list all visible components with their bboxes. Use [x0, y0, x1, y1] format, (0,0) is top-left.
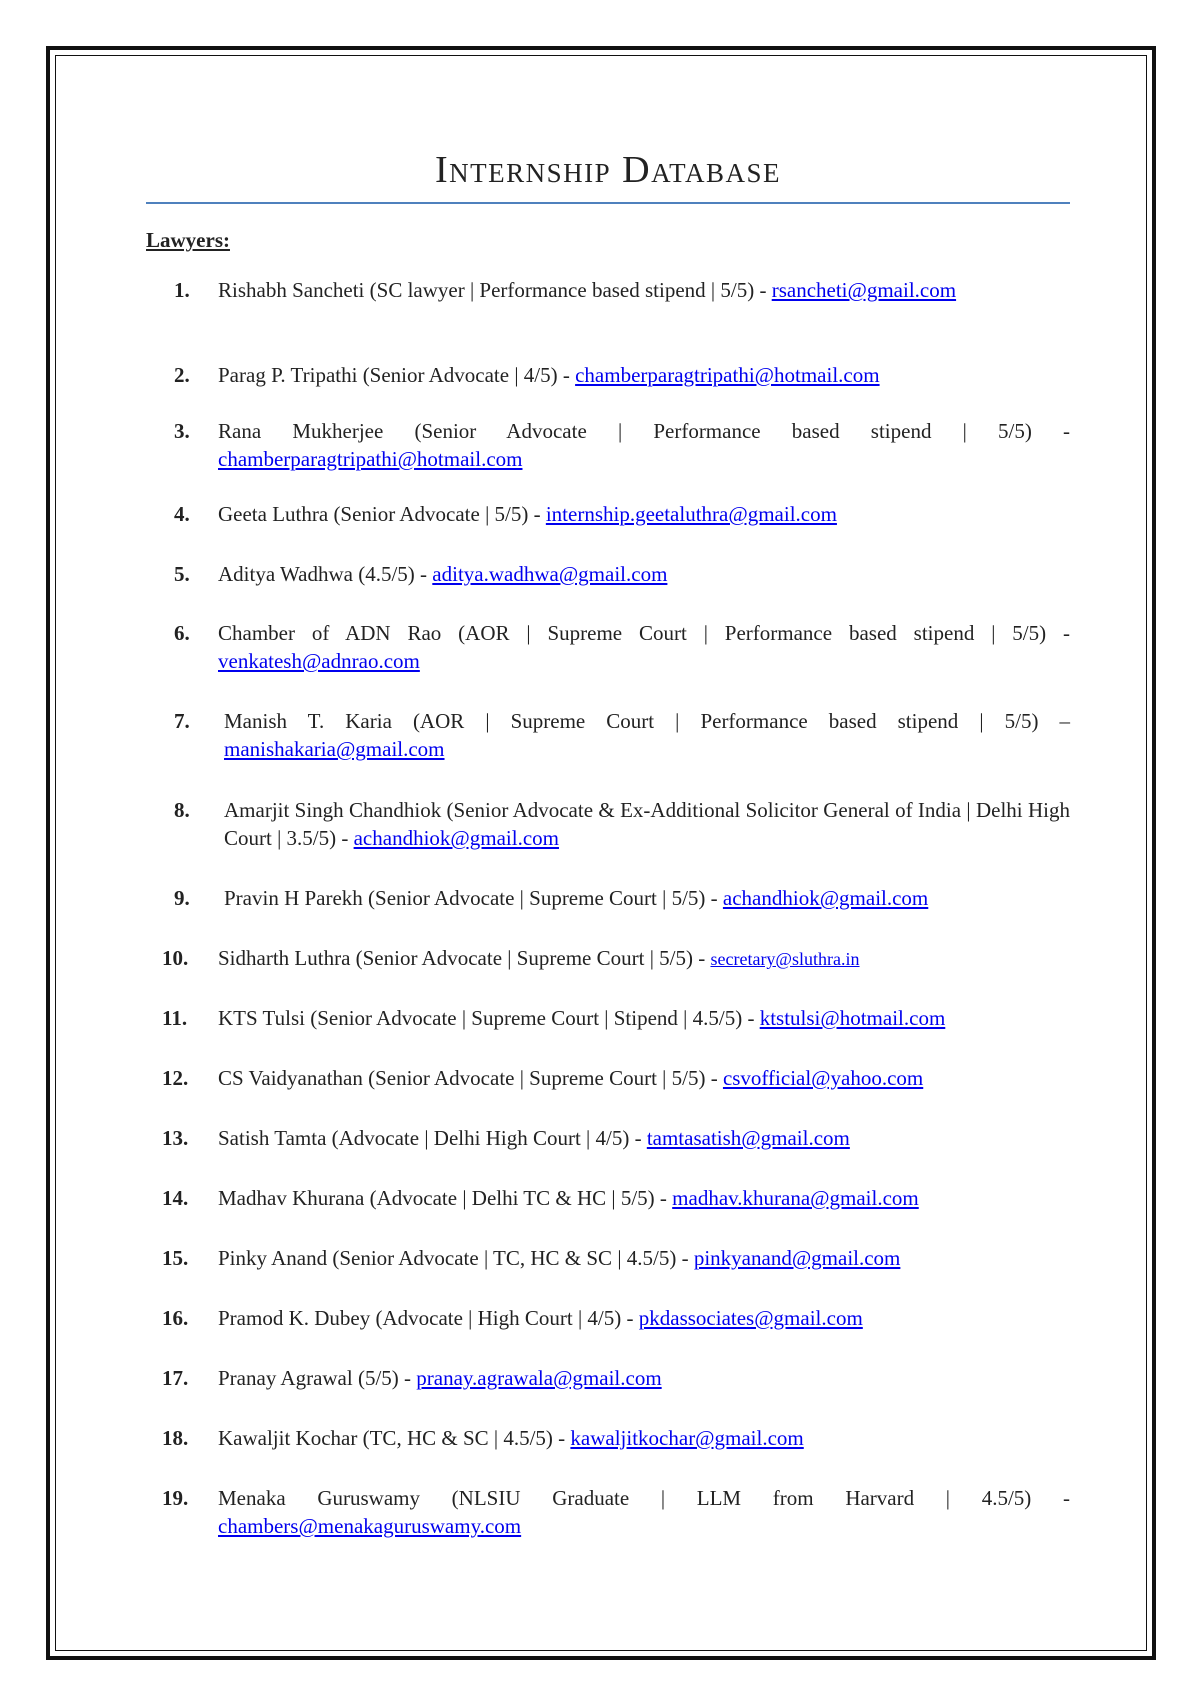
- item-text: Satish Tamta (Advocate | Delhi High Court | 4/5) -: [218, 1126, 647, 1150]
- item-number: 16.: [162, 1306, 189, 1330]
- item-text: KTS Tulsi (Senior Advocate | Supreme Court | Stipend | 4.5/5) -: [218, 1006, 760, 1030]
- email-link[interactable]: aditya.wadhwa@gmail.com: [432, 562, 668, 586]
- list-item: [146, 1244, 1070, 1272]
- item-number: 11.: [162, 1006, 188, 1030]
- email-link[interactable]: pranay.agrawala@gmail.com: [416, 1366, 662, 1390]
- item-number: 7.: [174, 709, 190, 733]
- email-link[interactable]: kawaljitkochar@gmail.com: [570, 1426, 804, 1450]
- item-number: 17.: [162, 1366, 189, 1390]
- list-item: [146, 1004, 1070, 1032]
- item-text: CS Vaidyanathan (Senior Advocate | Supreme Court | 5/5) -: [218, 1066, 723, 1090]
- email-link[interactable]: manishakaria@gmail.com: [224, 737, 445, 761]
- list-item: [146, 361, 1070, 389]
- item-number: 10.: [162, 946, 189, 970]
- item-text: Manish T. Karia (AOR | Supreme Court | Performance based stipend | 5/5) –: [224, 709, 1070, 733]
- item-text: Aditya Wadhwa (4.5/5) -: [218, 562, 433, 586]
- item-text: Sidharth Luthra (Senior Advocate | Supreme Court | 5/5) -: [218, 946, 711, 970]
- list-item: [146, 1364, 1070, 1392]
- page-title: Internship Database: [435, 149, 781, 191]
- email-link[interactable]: csvofficial@yahoo.com: [722, 1066, 924, 1090]
- item-number: 19.: [162, 1486, 189, 1510]
- item-number: 9.: [174, 886, 190, 910]
- item-text: Rishabh Sancheti (SC lawyer | Performance based stipend | 5/5) -: [218, 278, 772, 302]
- email-link[interactable]: venkatesh@adnrao.com: [218, 649, 420, 673]
- item-number: 1.: [174, 278, 190, 302]
- item-text: Rana Mukherjee (Senior Advocate | Performance based stipend | 5/5) -: [218, 419, 1070, 443]
- item-text: Kawaljit Kochar (TC, HC & SC | 4.5/5) -: [218, 1426, 571, 1450]
- email-link[interactable]: tamtasatish@gmail.com: [646, 1126, 850, 1150]
- list-item: [146, 417, 1070, 473]
- item-number: 15.: [162, 1246, 189, 1270]
- item-number: 2.: [174, 363, 190, 387]
- email-link[interactable]: rsancheti@gmail.com: [771, 278, 957, 302]
- list-item: [146, 619, 1070, 675]
- email-link[interactable]: achandhiok@gmail.com: [722, 886, 929, 910]
- email-link[interactable]: chambers@menakaguruswamy.com: [218, 1514, 522, 1538]
- list-item: [146, 884, 1070, 912]
- item-number: 8.: [174, 798, 190, 822]
- section-heading: Lawyers:: [146, 228, 230, 252]
- item-number: 14.: [162, 1186, 189, 1210]
- item-number: 6.: [174, 621, 190, 645]
- list-item: [146, 1064, 1070, 1092]
- email-link[interactable]: chamberparagtripathi@hotmail.com: [575, 363, 880, 387]
- list-item: [146, 1184, 1070, 1212]
- item-number: 12.: [162, 1066, 189, 1090]
- title-underline: [146, 202, 1070, 204]
- item-text: Menaka Guruswamy (NLSIU Graduate | LLM from Harvard | 4.5/5) -: [218, 1486, 1070, 1510]
- email-link[interactable]: pinkyanand@gmail.com: [693, 1246, 901, 1270]
- item-text: Parag P. Tripathi (Senior Advocate | 4/5) -: [218, 363, 576, 387]
- email-link[interactable]: ktstulsi@hotmail.com: [759, 1006, 946, 1030]
- item-text: Pinky Anand (Senior Advocate | TC, HC & SC | 4.5/5) -: [218, 1246, 694, 1270]
- item-text: Geeta Luthra (Senior Advocate | 5/5) -: [218, 502, 546, 526]
- list-item: [146, 796, 1070, 852]
- list-item: [146, 944, 1070, 973]
- item-number: 13.: [162, 1126, 189, 1150]
- list-item: [146, 1484, 1070, 1540]
- list-item: [146, 560, 1070, 588]
- item-text: Pravin H Parekh (Senior Advocate | Supreme Court | 5/5) -: [224, 886, 723, 910]
- item-text: Pranay Agrawal (5/5) -: [218, 1366, 417, 1390]
- email-link[interactable]: madhav.khurana@gmail.com: [672, 1186, 919, 1210]
- email-link[interactable]: internship.geetaluthra@gmail.com: [545, 502, 837, 526]
- item-text: Pramod K. Dubey (Advocate | High Court | 4/5) -: [218, 1306, 639, 1330]
- item-number: 5.: [174, 562, 190, 586]
- item-text: Chamber of ADN Rao (AOR | Supreme Court | Performance based stipend | 5/5) -: [218, 621, 1070, 645]
- item-text: Madhav Khurana (Advocate | Delhi TC & HC | 5/5) -: [218, 1186, 673, 1210]
- list-item: [146, 500, 1070, 528]
- list-item: [146, 1304, 1070, 1332]
- email-link[interactable]: secretary@sluthra.in: [710, 949, 860, 969]
- email-link[interactable]: achandhiok@gmail.com: [353, 826, 559, 850]
- item-number: 3.: [174, 419, 190, 443]
- list-item: [146, 276, 1070, 304]
- list-item: [146, 707, 1070, 763]
- list-item: [146, 1424, 1070, 1452]
- item-text: Amarjit Singh Chandhiok (Senior Advocate & Ex-Additional Solicitor General of India | Delhi High Court | 3.5/5) -: [224, 798, 1070, 850]
- item-number: 18.: [162, 1426, 189, 1450]
- email-link[interactable]: chamberparagtripathi@hotmail.com: [218, 447, 523, 471]
- list-item: [146, 1124, 1070, 1152]
- email-link[interactable]: pkdassociates@gmail.com: [638, 1306, 863, 1330]
- item-number: 4.: [174, 502, 190, 526]
